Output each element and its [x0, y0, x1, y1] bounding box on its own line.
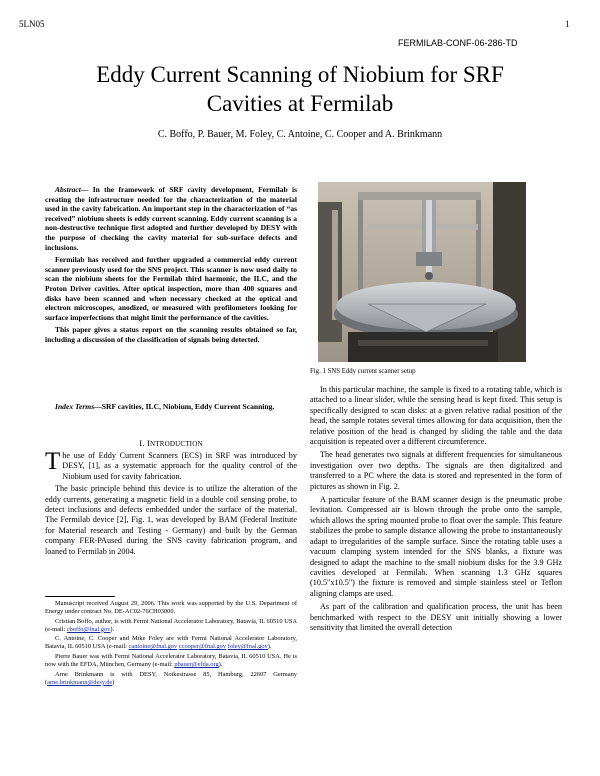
- footnotes: [45, 600, 297, 688]
- abstract-paragraph-2: Fermilab has received and further upgraded a commercial eddy current scanner previously used for the SNS project. This scanner is now used daily to scan the niobium sheets for the Fermilab third harmonic, the ILC, and the Proton Driver cavities. After optical inspection, more than 400 squares and disks have been scanned and when necessary checked at the optical and electron microscopes, anodized, or measured with profilometers looking for surface imperfections that might limit the performance of the cavities.: [45, 255, 297, 322]
- figure-1-photo: [318, 182, 526, 362]
- header-left-code: 5LN05: [19, 19, 45, 29]
- conference-id: FERMILAB-CONF-06-286-TD: [398, 38, 518, 48]
- footnote-3: C. Antoine, C. Cooper and Mike Foley are with Fermi National Accelerator Laboratory, Batavia, IL 60510 USA (e-mail: cantoine@fnal.gov ccooper@fnal.gov foley@fnal.gov).: [45, 635, 297, 651]
- abstract-paragraph-3: This paper gives a status report on the scanning results obtained so far, including a discussion of the classification of signals being detected.: [45, 325, 297, 344]
- email-link[interactable]: cboffo@fnal.gov: [66, 625, 111, 633]
- footnote-rule: [45, 596, 115, 597]
- title-line-2: Cavities at Fermilab: [206, 91, 394, 116]
- intro-paragraph-2: The basic principle behind this device is to utilize the alteration of the eddy currents, generating a magnetic field in a double coil sensing probe, to detect inclusions and defects embedded under the surface of the material. The Fermilab device [2], Fig. 1, was developed by BAM (Federal Institute for Material research and Testing - Germany) and built by the German company FER-PAused during the SNS cavity fabrication program, and loaned to Fermilab in 2004.: [45, 484, 297, 556]
- figure-1-caption: Fig. 1 SNS Eddy current scanner setup: [310, 368, 416, 375]
- index-terms: Index Terms—SRF cavities, ILC, Niobium, Eddy Current Scanning.: [55, 402, 275, 411]
- drop-cap: T: [45, 448, 61, 475]
- abstract: [45, 185, 297, 348]
- body-paragraph-1: In this particular machine, the sample is fixed to a rotating table, which is attached to a linear slider, while the sensing head is kept fixed. This setup is specifically designed to scan disks: at a given relative radial position of the head, the sample rotates several times allowing for data acquisition, then the relative position of the head is changed by sliding the table and the data acquisition is repeated over a different circumference.: [310, 385, 562, 447]
- footnote-2: Cristian Boffo, author, is with Fermi National Accelerator Laboratory, Batavia, IL 60510 USA (e-mail: cboffo@fnal.gov).: [45, 617, 297, 633]
- section-heading-introduction: I. INTRODUCTION: [139, 438, 203, 448]
- body-paragraph-4: As part of the calibration and qualification process, the unit has been benchmarked with respect to the DESY unit initially showing a lower sensitivity that limited the overall detection: [310, 602, 562, 632]
- footnote-4: Pierre Bauer was with Fermi National Accelerator Laboratory, Batavia, IL 60510 USA. He is now with the EFDA, München, Germany (e-mail: pbauer@efda.org).: [45, 653, 297, 669]
- email-link[interactable]: arne.brinkmann@desy.de: [47, 678, 113, 686]
- abstract-label: Abstract: [55, 185, 81, 194]
- body-paragraph-2: The head generates two signals at different frequencies for simultaneous investigation over two depths. The signals are then digitalized and transferred to a PC where the data is stored and represented in the form of pictures as shown in Fig. 2.: [310, 450, 562, 491]
- index-terms-label: Index Terms: [55, 402, 95, 411]
- email-link[interactable]: foley@fnal.gov: [227, 643, 268, 651]
- title-line-1: Eddy Current Scanning of Niobium for SRF: [96, 62, 504, 87]
- email-link[interactable]: ccooper@fnal.gov: [178, 643, 227, 651]
- body-paragraph-3: A particular feature of the BAM scanner design is the pneumatic probe levitation. Compressed air is blown through the probe onto the sample, which allows the spring mounted probe to float over the sample. This feature stabilizes the probe to sample distance allowing the probe to instantaneously adapt to irregularities of the sample surface. Since the rotating table uses a vacuum clamping system intended for the SNS blanks, a fixture was designed to adapt the machine to the small niobium disks for the 3.9 GHz cavities developed at Fermilab. When scanning 1.3 GHz squares (10.5"x10.5") the fixture is removed and simple stainless steel or Teflon aligning clamps are used.: [310, 495, 563, 598]
- introduction-text: [45, 448, 297, 559]
- scanner-photo-illustration: [318, 182, 526, 362]
- right-column-text: [310, 385, 562, 636]
- footnote-1: Manuscript received August 29, 2006. This work was supported by the U.S. Department of Energy under contract No. DE-AC02-76CH03000.: [45, 600, 297, 616]
- email-link[interactable]: pbauer@efda.org: [174, 661, 219, 669]
- authors: C. Boffo, P. Bauer, M. Foley, C. Antoine, C. Cooper and A. Brinkmann: [157, 129, 443, 140]
- footnote-5: Arne Brinkmann is with DESY, Notkestrasse 85, Hamburg, 22607 Germany (arne.brinkmann@desy.de): [45, 670, 297, 686]
- paper-title: [40, 60, 560, 118]
- abstract-paragraph-1: Abstract— In the framework of SRF cavity development, Fermilab is creating the infrastructure needed for the characterization of the material used in the cavity fabrication. An important step in the characterization of “as received” niobium sheets is eddy current scanning. Eddy current scanning is a non-destructive technique first adopted and further developed by DESY with the purpose of checking the cavity material for sub-surface defects and inclusions.: [45, 185, 297, 252]
- email-link[interactable]: cantoine@fnal.gov: [128, 643, 178, 651]
- intro-paragraph-1: The use of Eddy Current Scanners (ECS) in SRF was introduced by DESY, [1], as a systematic approach for the quality control of the Niobium used for cavity fabrication.: [45, 448, 297, 481]
- page-number: 1: [565, 19, 570, 29]
